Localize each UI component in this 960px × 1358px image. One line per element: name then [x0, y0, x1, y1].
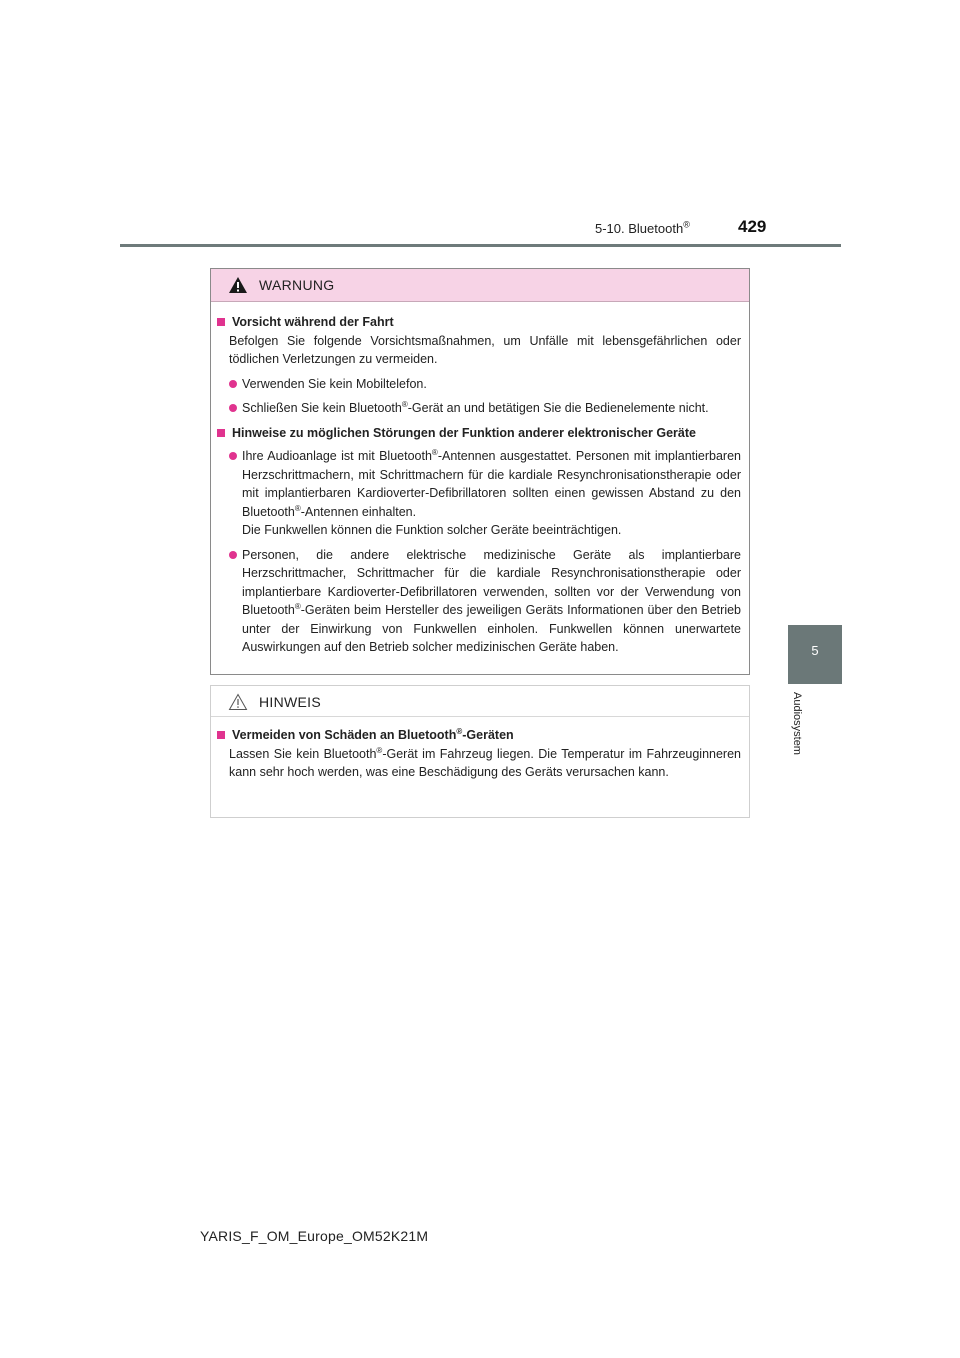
note-content: [211, 726, 749, 782]
warning-paragraph: Befolgen Sie folgende Vorsichtsmaßnahmen, um Unfälle mit lebensgefährlichen oder tödlichen Verletzungen zu vermeiden.: [229, 333, 741, 366]
chapter-number: 5: [811, 643, 819, 658]
note-title: HINWEIS: [259, 694, 321, 710]
square-bullet-icon: [217, 318, 225, 326]
footer-doc-code: YARIS_F_OM_Europe_OM52K21M: [200, 1228, 429, 1244]
header-rule: [120, 244, 841, 247]
warning-triangle-icon: [228, 276, 248, 294]
header-section: [595, 221, 690, 236]
caution-triangle-icon: [228, 693, 248, 711]
note-box: [210, 685, 750, 818]
dot-bullet-icon: [229, 551, 237, 559]
warning-bullet-bluetooth: Schließen Sie kein Bluetooth®-Gerät an und betätigen Sie die Bedienelemente nicht.: [229, 399, 741, 418]
warning-bullet-antennas: Ihre Audioanlage ist mit Bluetooth®-Antennen ausgestattet. Personen mit implantierbaren Herzschrittmachern, mit Schrittmachern für die kardiale Resynchronisationstherapie oder mit implantierbaren Kardioverter-Defibrillatoren sollten einen gewissen Abstand zu den Bluetooth®-Antennen einhalten. Die Funkwellen können die Funktion solcher Geräte beeinträchtigen.: [229, 447, 741, 540]
warning-title: WARNUNG: [259, 277, 335, 293]
square-bullet-icon: [217, 731, 225, 739]
warning-box: [210, 268, 750, 675]
note-paragraph: Lassen Sie kein Bluetooth®-Gerät im Fahrzeug liegen. Die Temperatur im Fahrzeuginneren kann sehr hoch werden, was eine Beschädigung des Geräts verursachen kann.: [229, 745, 741, 779]
note-header: [211, 686, 749, 717]
square-bullet-icon: [217, 429, 225, 437]
warning-header: [211, 269, 749, 302]
section-title: 5-10. Bluetooth: [595, 221, 684, 236]
note-heading: Vermeiden von Schäden an Bluetooth®-Geräten: [214, 726, 749, 745]
chapter-label: Audiosystem: [791, 692, 803, 755]
chapter-tab: [788, 625, 842, 684]
warning-bullet-medical: Personen, die andere elektrische medizinische Geräte als implantierbare Herzschrittmacher, Schrittmacher für die kardiale Resynchronisationstherapie oder implantierbare Kardioverter-Defibrillatoren verwenden, sollten vor der Verwendung von Bluetooth®-Geräten beim Hersteller des jeweiligen Geräts Informationen über den Betrieb unter der Einwirkung von Funkwellen einholen. Funkwellen können unerwartete Auswirkungen auf den Betrieb solcher medizinischen Geräte haben.: [229, 546, 741, 657]
dot-bullet-icon: [229, 404, 237, 412]
dot-bullet-icon: [229, 452, 237, 460]
warning-heading-interference: Hinweise zu möglichen Störungen der Funktion anderer elektronischer Geräte: [214, 424, 749, 443]
registered-mark: ®: [683, 219, 690, 230]
dot-bullet-icon: [229, 380, 237, 388]
warning-heading-driving: Vorsicht während der Fahrt: [214, 313, 749, 332]
page-number: 429: [738, 217, 767, 236]
warning-bullet-phone: Verwenden Sie kein Mobiltelefon.: [229, 375, 741, 394]
warning-content: [211, 313, 749, 657]
